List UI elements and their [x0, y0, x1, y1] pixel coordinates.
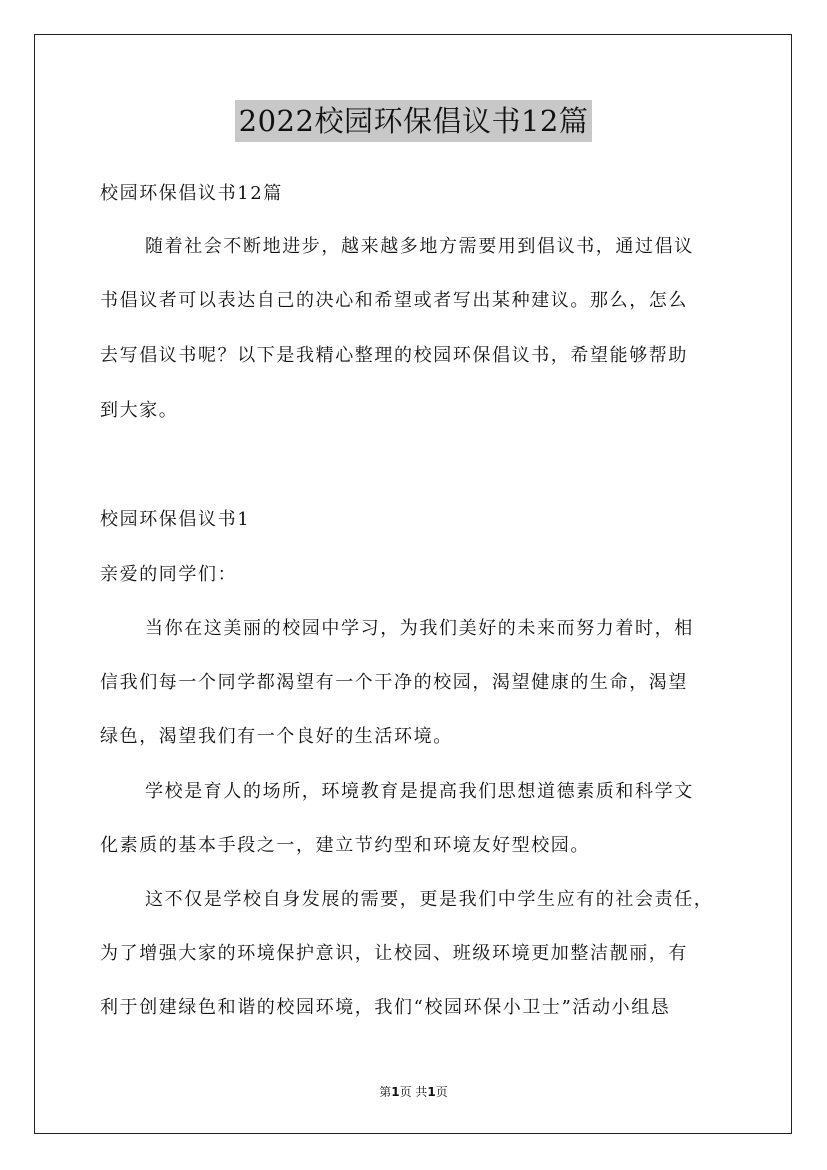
section-heading: 校园环保倡议书1 — [100, 509, 251, 530]
para2-line-2: 化素质的基本手段之一，建立节约型和环境友好型校园。 — [100, 835, 590, 856]
intro-line-1: 随着社会不断地进步，越来越多地方需要用到倡议书，通过倡议 — [145, 236, 694, 257]
intro-line-4: 到大家。 — [100, 400, 179, 421]
footer-page-current: 1 — [391, 1085, 400, 1099]
document-title: 2022校园环保倡议书12篇 — [235, 100, 593, 142]
intro-line-2: 书倡议者可以表达自己的决心和希望或者写出某种建议。那么，怎么 — [100, 290, 688, 311]
para1-line-2: 信我们每一个同学都渴望有一个干净的校园，渴望健康的生命，渴望 — [100, 672, 688, 693]
footer-page-mid: 页 共 — [399, 1085, 428, 1099]
para1-line-1: 当你在这美丽的校园中学习，为我们美好的未来而努力着时，相 — [145, 618, 694, 639]
footer-page-prefix: 第 — [379, 1085, 392, 1099]
salutation: 亲爱的同学们： — [100, 564, 238, 585]
para2-line-1: 学校是育人的场所，环境教育是提高我们思想道德素质和科学文 — [145, 781, 694, 802]
title-container — [0, 100, 827, 142]
para1-line-3: 绿色，渴望我们有一个良好的生活环境。 — [100, 726, 453, 747]
intro-line-3: 去写倡议书呢？以下是我精心整理的校园环保倡议书，希望能够帮助 — [100, 345, 688, 366]
footer-page-total: 1 — [427, 1085, 436, 1099]
para3-line-2: 为了增强大家的环境保护意识，让校园、班级环境更加整洁靓丽，有 — [100, 943, 688, 964]
document-subtitle: 校园环保倡议书12篇 — [100, 183, 283, 204]
para3-line-3: 利于创建绿色和谐的校园环境，我们“校园环保小卫士”活动小组恳 — [100, 997, 671, 1018]
page-footer — [0, 1083, 827, 1100]
footer-page-suffix: 页 — [435, 1085, 448, 1099]
para3-line-1: 这不仅是学校自身发展的需要，更是我们中学生应有的社会责任， — [145, 889, 714, 910]
